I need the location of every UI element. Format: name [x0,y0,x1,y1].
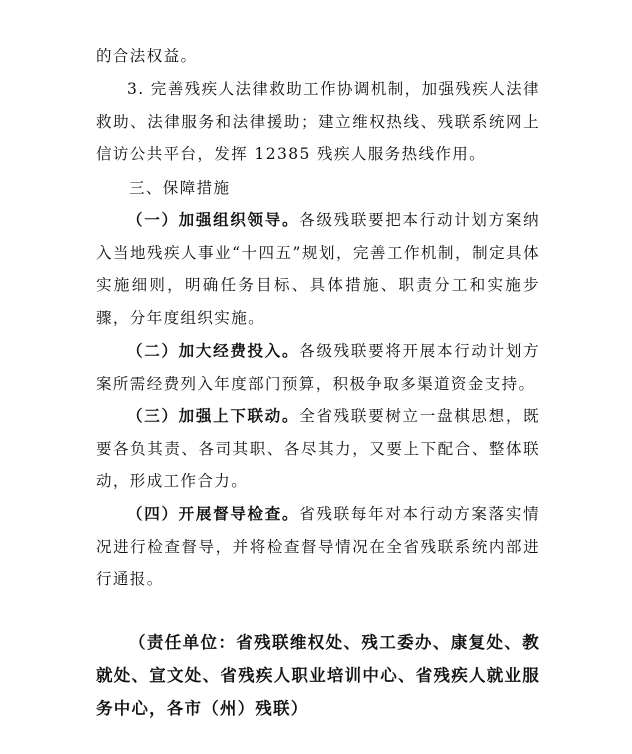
measure-title: （三）加强上下联动。 [127,406,300,425]
paragraph-text: 的合法权益。 [96,47,198,65]
paragraph-text: 3. 完善残疾人法律救助工作协调机制，加强残疾人法律救助、法律服务和法律援助；建立维权热线、残联系统网上信访公共平台，发挥 12385 残疾人服务热线作用。 [96,80,540,164]
measure-title: （四）开展督导检查。 [127,504,300,523]
responsibility-text: （责任单位：省残联维权处、残工委办、康复处、教就处、宣文处、省残疾人职业培训中心、省残疾人就业服务中心，各市（州）残联） [96,633,540,718]
section-heading [129,172,230,205]
measure-text: 各级残联要把本行动计划方案纳入当地残疾人事业“十四五”规划，完善工作机制，制定具体实施细则，明确任务目标、具体措施、职责分工和实施步骤，分年度组织实施。 [96,211,540,327]
paragraph-continuation [96,40,540,73]
measure-title: （二）加大经费投入。 [127,341,300,360]
measure-paragraph-3 [96,400,540,498]
measure-paragraph-2 [96,335,540,400]
measure-paragraph-4 [96,498,540,596]
measure-paragraph-1 [96,204,540,334]
measure-text: 各级残联要将开展本行动计划方案所需经费列入年度部门预算，积极争取多渠道资金支持。 [96,342,540,393]
responsibility-units [96,627,540,725]
paragraph-item-3 [96,73,540,171]
measure-text: 省残联每年对本行动方案落实情况进行检查督导，并将检查督导情况在全省残联系统内部进行通报。 [96,505,540,589]
section-heading-text: 三、保障措施 [129,179,231,197]
measure-text: 全省残联要树立一盘棋思想，既要各负其责、各司其职、各尽其力，又要上下配合、整体联动，形成工作合力。 [96,407,540,491]
measure-title: （一）加强组织领导。 [127,210,300,229]
